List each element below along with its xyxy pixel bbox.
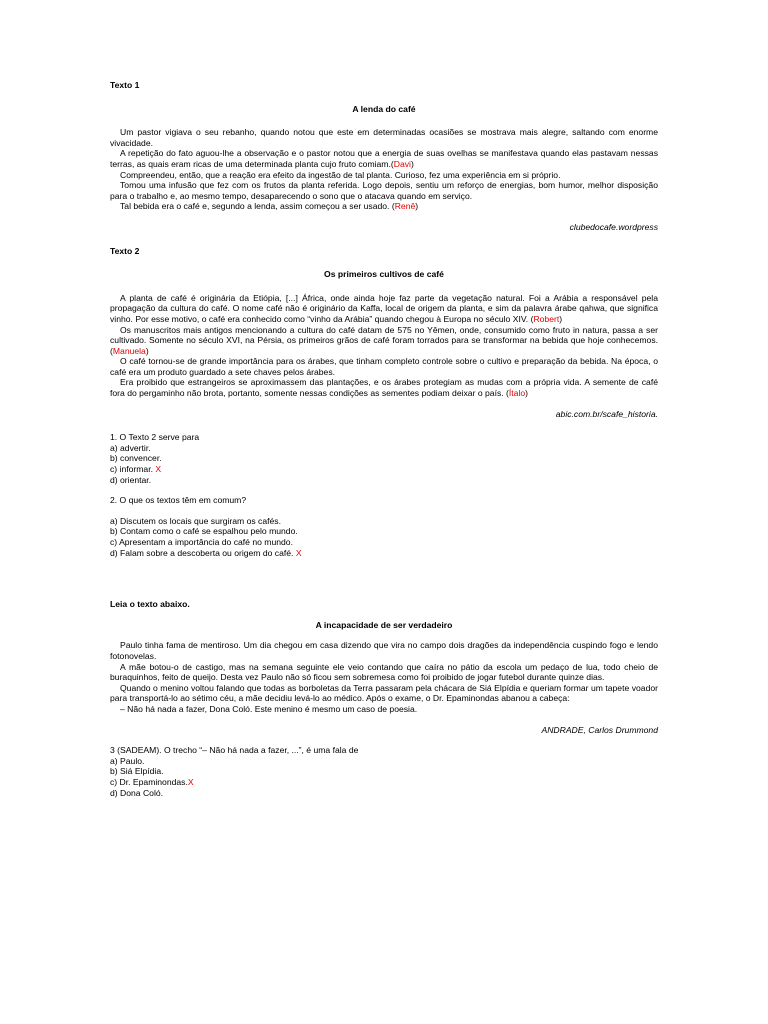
texto3-paragraph: Quando o menino voltou falando que todas as borboletas da Terra passaram pela chácara de Siá Elpídia e queriam formar um tapete voador para transportá-lo ao sétimo céu, a mãe decidiu levá-lo ao médico. Após o exame, o Dr. Epaminondas abanou a cabeça: — [110, 682, 658, 704]
spacer — [110, 558, 658, 599]
question-3-option: c) Dr. Epaminondas.X — [110, 776, 194, 787]
texto3-paragraph: – Não há nada a fazer, Dona Coló. Este menino é mesmo um caso de poesia. — [120, 703, 418, 714]
answer-mark: X — [295, 547, 302, 558]
spacer — [110, 419, 658, 432]
texto2-source: abic.com.br/scafe_historia. — [555, 408, 658, 419]
answer-mark: X — [187, 776, 194, 787]
question-3-option: d) Dona Coló. — [110, 787, 164, 798]
texto2-paragraph: O café tornou-se de grande importância para os árabes, que tinham completo controle sobre o cultivo e preparação da bebida. Na época, o café era um produto guardado a sete chaves pelos árabes. — [110, 356, 658, 377]
document-content — [110, 80, 658, 798]
spacer — [110, 610, 658, 620]
spacer — [110, 485, 658, 495]
texto1-source: clubedocafe.wordpress — [569, 221, 658, 232]
texto3-paragraph: Paulo tinha fama de mentiroso. Um dia chegou em casa dizendo que vira no campo dois dragões da independência cuspindo fogo e lendo fotonovelas. — [110, 640, 658, 661]
spacer — [110, 114, 658, 127]
texto2-paragraph: A planta de café é originária da Etiópia, [...] África, onde ainda hoje faz parte da vegetação natural. Foi a Arábia a responsável pela propagação da cultura do café. O nome café não é originário da Kaffa, local de origem da planta, e sim da palavra árabe qahwa, que significa vinho. Por esse motivo, o café era conhecido como “vinho da Arábia” quando chegou à Europa no século XIV. (Robert) — [110, 292, 658, 324]
spacer — [110, 212, 658, 222]
spacer — [110, 256, 658, 269]
spacer — [110, 91, 658, 104]
spacer — [110, 735, 658, 745]
answer-mark: X — [155, 464, 162, 475]
student-name: Renê — [394, 201, 416, 212]
texto3-paragraph: A mãe botou-o de castigo, mas na semana seguinte ele veio contando que caíra no pátio da escola um pedaço de lua, todo cheio de buraquinhos, feito de queijo. Desta vez Paulo não só ficou sem sobremesa como foi proibido de jogar futebol durante quinze dias. — [110, 661, 658, 683]
texto3-source: ANDRADE, Carlos Drummond — [541, 724, 658, 735]
question-2-option: c) Apresentam a importância do café no mundo. — [110, 537, 293, 547]
texto2-paragraph: Os manuscritos mais antigos mencionando a cultura do café datam de 575 no Yêmen, onde, consumido como fruto in natura, passa a ser cultivado. Somente no século XVI, na Pérsia, os primeiros grãos de café foram torrados para se transformar na bebida que hoje conhecemos. (Manuela) — [110, 324, 658, 356]
texto1-title: A lenda do café — [352, 103, 416, 114]
student-name: Robert — [533, 313, 560, 324]
question-2-option: a) Discutem os locais que surgiram os cafés. — [110, 515, 281, 526]
student-name: Ítalo — [508, 388, 526, 399]
question-2-stem: 2. O que os textos têm em comum? — [110, 495, 247, 506]
texto2-paragraph: Era proibido que estrangeiros se aproximassem das plantações, e os árabes protegiam as mudas com a própria vida. A semente de café fora do pergaminho não brota, portanto, somente nessas condições as sementes podiam deixar o país. (Ítalo) — [110, 377, 658, 399]
spacer — [110, 233, 658, 246]
texto1-paragraph: A repetição do fato aguou-lhe a observação e o pastor notou que a energia de suas ovelhas se manifestava quando elas pastavam nessas terras, as quais eram ricas de uma determinada planta cujo fruto comiam.(Davi) — [110, 148, 658, 169]
texto2-label: Texto 2 — [110, 245, 140, 256]
spacer — [110, 506, 658, 516]
question-2-option: d) Falam sobre a descoberta ou origem do café. X — [110, 547, 302, 558]
texto1-paragraph: Tal bebida era o café e, segundo a lenda, assim começou a ser usado. (Renê) — [120, 201, 419, 212]
spacer — [110, 399, 658, 409]
question-3-option: b) Siá Elpídia. — [110, 766, 164, 777]
texto2-title: Os primeiros cultivos de café — [324, 269, 444, 280]
texto1-label: Texto 1 — [110, 80, 140, 90]
texto3-title: A incapacidade de ser verdadeiro — [315, 619, 453, 630]
texto1-paragraph: Tomou uma infusão que fez com os frutos da planta referida. Logo depois, sentiu um reforço de energias, bom humor, melhor disposição para o trabalho e, ao mesmo tempo, desaparecendo o sono que o atacava quando em serviço. — [110, 180, 658, 201]
question-3-option: a) Paulo. — [110, 755, 145, 766]
question-1-option: c) informar. X — [110, 464, 162, 475]
question-1-stem: 1. O Texto 2 serve para — [110, 432, 200, 443]
question-1-option: b) convencer. — [110, 453, 162, 464]
question-1-option: a) advertir. — [110, 442, 151, 453]
reading-instruction: Leia o texto abaixo. — [110, 599, 190, 610]
student-name: Davi — [393, 158, 411, 169]
question-2-option: b) Contam como o café se espalhou pelo mundo. — [110, 526, 298, 537]
texto1-paragraph: Compreendeu, então, que a reação era efeito da ingestão de tal planta. Curioso, fez uma experiência em si próprio. — [120, 169, 561, 180]
spacer — [110, 630, 658, 640]
spacer — [110, 715, 658, 725]
spacer — [110, 280, 658, 293]
student-name: Manuela — [112, 345, 146, 356]
texto1-paragraph: Um pastor vigiava o seu rebanho, quando notou que este em determinadas ocasiões se mostrava mais alegre, saltando com enorme vivacidade. — [110, 127, 658, 148]
question-3-stem: 3 (SADEAM). O trecho “– Não há nada a fazer, ...”, é uma fala de — [110, 745, 359, 756]
question-1-option: d) orientar. — [110, 474, 152, 485]
